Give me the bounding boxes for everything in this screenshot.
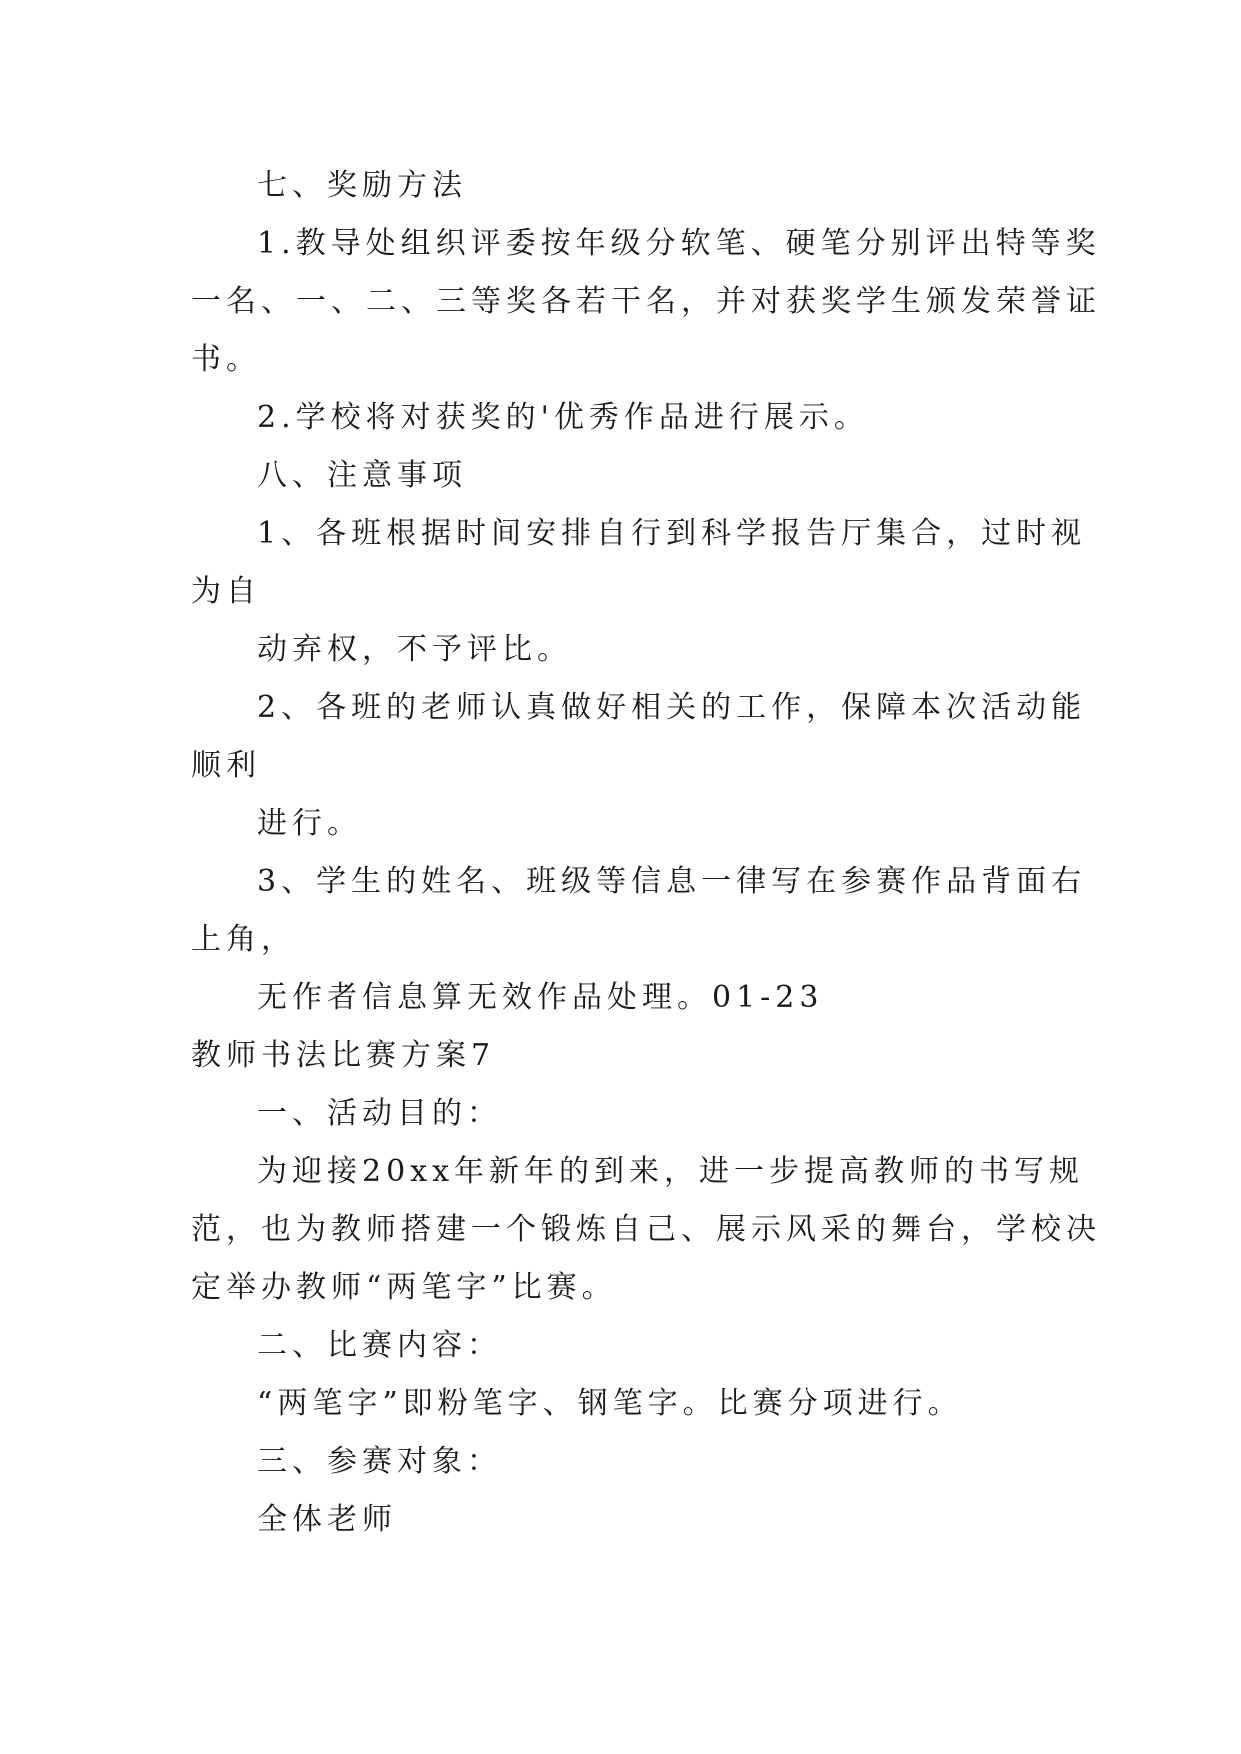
section-heading-purpose: 一、活动目的： — [257, 1096, 502, 1131]
paragraph-line: 2.学校将对获奖的'优秀作品进行展示。 — [257, 400, 869, 435]
paragraph-line: 书。 — [191, 342, 261, 377]
section-heading-reward-method: 七、奖励方法 — [257, 168, 467, 203]
paragraph-line: 一名、一、二、三等奖各若干名，并对获奖学生颁发荣誉证 — [191, 284, 1101, 319]
paragraph-line: 无作者信息算无效作品处理。01-23 — [257, 980, 824, 1015]
paragraph-line: 顺利 — [191, 748, 261, 783]
section-heading-notes: 八、注意事项 — [257, 458, 467, 493]
paragraph-line: 1.教导处组织评委按年级分软笔、硬笔分别评出特等奖 — [257, 226, 1101, 261]
paragraph-line: 动弃权，不予评比。 — [257, 632, 572, 667]
paragraph-line: 为自 — [191, 574, 261, 609]
paragraph-line: 3、学生的姓名、班级等信息一律写在参赛作品背面右 — [257, 864, 1087, 899]
paragraph-line: 上角， — [191, 922, 296, 957]
document-title: 教师书法比赛方案7 — [191, 1038, 496, 1073]
paragraph-line: 全体老师 — [257, 1502, 397, 1537]
paragraph-line: “两笔字”即粉笔字、钢笔字。比赛分项进行。 — [257, 1386, 963, 1421]
paragraph-line: 1、各班根据时间安排自行到科学报告厅集合，过时视 — [257, 516, 1087, 551]
paragraph-line: 为迎接20xx年新年的到来，进一步提高教师的书写规 — [257, 1154, 1085, 1189]
paragraph-line: 2、各班的老师认真做好相关的工作，保障本次活动能 — [257, 690, 1087, 725]
paragraph-line: 定举办教师“两笔字”比赛。 — [191, 1270, 617, 1305]
section-heading-participants: 三、参赛对象： — [257, 1444, 502, 1479]
paragraph-line: 范，也为教师搭建一个锻炼自己、展示风采的舞台，学校决 — [191, 1212, 1101, 1247]
paragraph-line: 进行。 — [257, 806, 362, 841]
section-heading-content: 二、比赛内容： — [257, 1328, 502, 1363]
